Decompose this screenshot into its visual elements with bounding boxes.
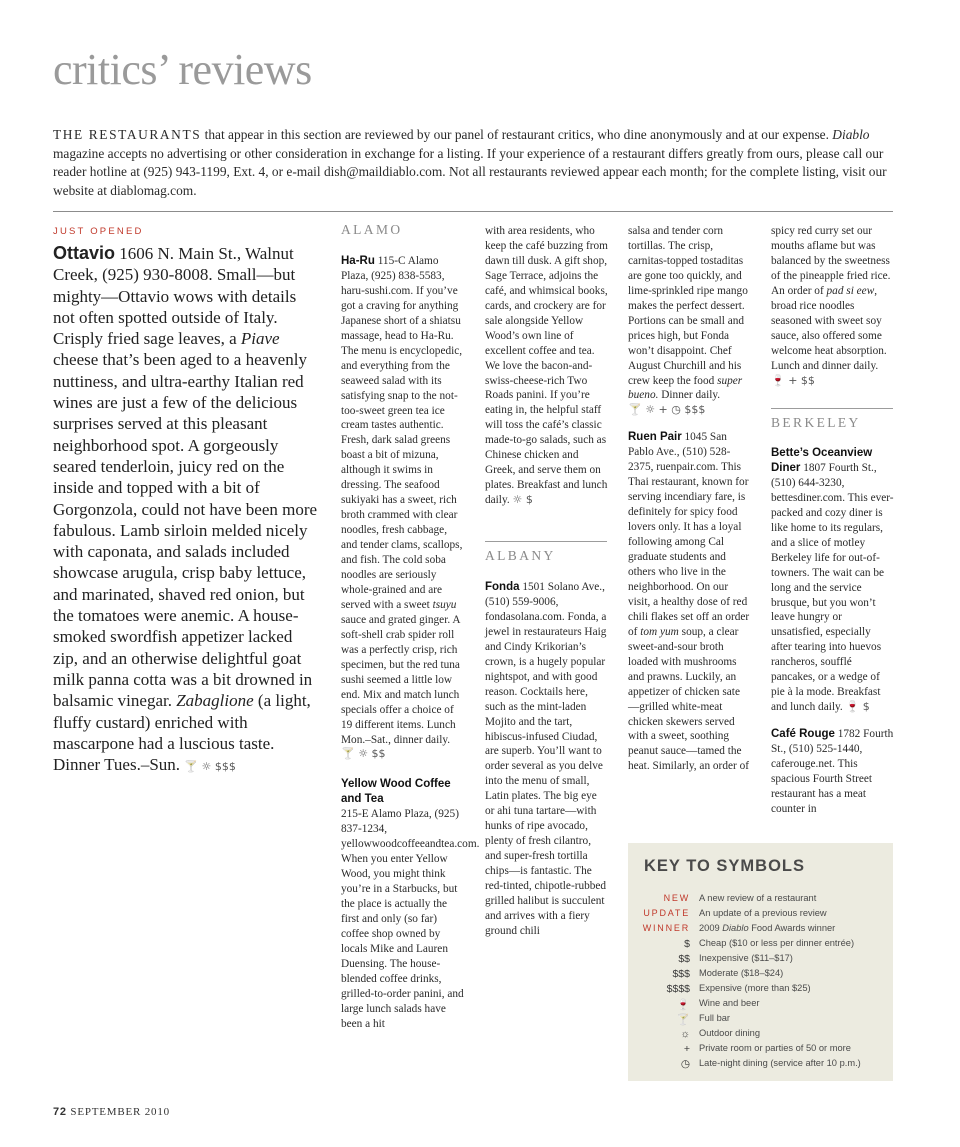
page-title: critics’ reviews [53,45,312,94]
sun-icon: ☼ [680,1028,690,1040]
column-4 [628,224,751,774]
key-row-late-night [628,1058,893,1073]
review-text: sauce and grated ginger. A soft-shell crab spider roll was a perfectly crisp, rich specimen, but the red tuna sushi seemed a little low end. Mix and match lunch specials offer a choice of 19 different items. Lunch Mon.–Sat., dinner daily. [341,613,460,746]
restaurant-name-fonda: Fonda [485,581,520,593]
key-row-expensive [628,983,893,998]
review-italic: super bueno. [628,374,743,402]
review-bettes [771,446,894,715]
dollar-icon: $ [684,938,690,950]
review-text: with area residents, who keep the café buzzing from dawn till dusk. A gift shop, Sage Terrace, adjoins the café, and whimsical books, cards, and crockery are for sale alongside Yellow Wood’s own line of excellent coffee and tea. We love the bacon-and-swiss-cheese-rich Two Roads panini. If you’re eating in, the helpful staff will toss the café’s classic made-to-go salads, such as Chinese chicken and Greek, and serve them on plates. Breakfast and lunch daily. [485,225,608,507]
column-2 [341,254,480,1032]
review-text: 1045 San Pablo Ave., (510) 528-2375, ruenpair.com. This Thai restaurant, known for serving incendiary fare, is definitely for spicy food lovers only. It has a loyal following among Cal graduate students and others who live in the neighborhood. On our visit, a healthy dose of red chili flakes set off an order of [628,431,750,638]
restaurant-name-bettes: Bette’s Oceanview Diner [771,447,873,474]
review-text: salsa and tender corn tortillas. The crisp, carnitas-topped tostaditas are gone too quickly, and lime-sprinkled ripe mango makes the perfect dessert. Portions can be small and prices high, but Fonda won’t disappoint. Chef August Churchill and his crew keep the food [628,225,748,387]
key-row-private-room [628,1043,893,1058]
review-symbols: ☼ $ [512,493,533,507]
key-desc: Inexpensive ($11–$17) [699,953,793,963]
key-desc: Moderate ($18–$24) [699,968,784,978]
key-desc: An update of a previous review [699,908,827,918]
review-symbols: 🍸 ☼ $$ [341,747,386,761]
review-ha-ru [341,254,464,762]
featured-text-2: cheese that’s been aged to a heavenly nuttiness, and ultra-earthy Italian red wines are just a few of the delicious surprises served at this pleasant neighborhood spot. A gorgeously seared tenderloin, juicy red on the inside and topped with a bit of Gorgonzola, could not have been more fabulous. Lamb sirloin melded nicely with caponata, and salads included showcase arugula, crisp baby lettuce, and marinated, shaved red onion, but the tomatoes were anemic. A house-smoked swordfish appetizer lacked zip, and an otherwise delightful goat milk panna cotta was a bit drowned in balsamic vinegar. [53,350,318,711]
key-row-full-bar [628,1013,893,1028]
review-ruen-pair-continued [771,224,894,388]
dollar-icon: $$ [678,953,690,965]
restaurant-name-ruen-pair: Ruen Pair [628,431,682,444]
review-fonda [485,580,608,939]
review-symbols: 🍷 $ [845,700,870,714]
review-text: spicy red curry set our mouths aflame but was balanced by the sweetness of the pineapple fried rice. An order of [771,225,891,297]
dollar-icon: $$$$ [666,983,690,995]
key-row-cheap [628,938,893,953]
key-desc: Full bar [699,1013,731,1023]
review-text: 1501 Solano Ave., (510) 559-9006, fondasolana.com. Fonda, a jewel in restaurateurs Haig and Cindy Krikorian’s crown, is a hugely popular nightspot, and with good reason. Cocktails here, such as the mint-laden Mojito and the tart, hibiscus-infused Ciudad, are superb. You’ll want to order several as you delve into the menu of small, Latin plates. The big eye or ahi tuna tartare—with hunks of ripe avocado, plenty of fresh cilantro, and super-fresh tortilla chips—is fantastic. The red-tinted, chipotle-rubbed grilled halibut is succulent and arrives with a fiery ground chili [485,581,607,937]
key-title: KEY TO SYMBOLS [644,857,806,875]
key-desc: Cheap ($10 or less per dinner entrée) [699,938,855,948]
column-5 [771,224,894,388]
key-row-inexpensive [628,953,893,968]
restaurant-name-ha-ru: Ha-Ru [341,255,375,267]
column-3 [485,224,608,508]
just-opened-kicker: JUST OPENED [53,226,144,237]
section-divider [485,541,607,542]
review-fonda-continued [628,224,751,418]
key-icon-new: NEW [663,893,690,903]
column-5-lower [771,446,894,817]
review-text: 1807 Fourth St., (510) 644-3230, bettesdiner.com. This ever-packed and cozy diner is like home to its regulars, and a slice of motley Berkeley life for out-of-towners. The wait can be long and the service brusque, but you won’t leave hungry or unsatisfied, especially after tearing into huevos rancheros, soufflé pancakes, or a wedge of pie à la mode. Breakfast and lunch daily. [771,461,894,714]
review-cafe-rouge [771,727,894,817]
review-text: 115-C Alamo Plaza, (925) 838-5583, haru-sushi.com. If you’ve got a craving for anything Japanese short of a shiatsu massage, head to Ha-Ru. The menu is encyclopedic, and everything from the seaweed salad with its satisfying snap to the not-too-sweet green tea ice cream tastes authentic. Fresh, dark salad greens boast a bit of mizuna, although it swims in dressing. The seafood sukiyaki has a sweet, rich broth crammed with clear noodles, fresh cabbage, and tender clams, scallops, and fish. The cold soba noodles are seriously whole-grained and are served with a sweet [341,255,463,611]
key-row-new [628,893,893,908]
section-divider [771,408,893,409]
clock-icon: ◷ [680,1058,690,1070]
featured-italic-2: Zabaglione [176,691,254,711]
key-desc: Private room or parties of 50 or more [699,1043,851,1053]
key-row-wine-beer [628,998,893,1013]
key-row-outdoor [628,1028,893,1043]
key-desc: Late-night dining (service after 10 p.m.) [699,1058,861,1068]
review-yellow-wood [341,777,480,1031]
review-italic: tom yum [640,625,679,638]
review-symbols: 🍸 ☼ + ◷ $$$ [628,403,706,417]
plus-icon: + [683,1043,690,1055]
issue-date: SEPTEMBER 2010 [70,1106,170,1118]
wine-glass-icon: 🍷 [676,999,690,1011]
featured-text-3: (a light, fluffy custard) enriched with mascarpone had a luscious taste. Dinner Tues.–Sun. [53,691,311,775]
featured-italic-1: Piave [240,329,280,349]
review-italic: tsuyu [432,598,457,611]
review-text: Dinner daily. [658,389,721,402]
section-heading-berkeley: BERKELEY [771,415,861,430]
key-row-moderate [628,968,893,983]
page-number: 72 [53,1106,67,1118]
key-desc: 2009 Diablo Food Awards winner [699,923,836,933]
cocktail-glass-icon: 🍸 [676,1014,690,1026]
key-desc: Wine and beer [699,998,760,1008]
review-text: , broad rice noodles seasoned with sweet soy sauce, also offered some welcome heat absorption. Lunch and dinner daily. [771,284,887,372]
review-yellow-wood-continued [485,224,608,508]
intro-paragraph [53,126,893,200]
review-text: 215-E Alamo Plaza, (925) 837-1234, yellowwoodcoffeeandtea.com. When you enter Yellow Wood, you might think you’re in a Starbucks, but the place is actually the first and only (so far) coffee shop owned by locals Mike and Lauren Duensing. The house-blended coffee drinks, grilled-to-order panini, and large lunch salads have been a hit [341,808,480,1030]
restaurant-name-yellow-wood: Yellow Wood Coffee and Tea [341,778,451,806]
column-3-lower [485,580,608,939]
intro-lead: THE RESTAURANTS [53,127,202,142]
featured-symbols: 🍸 ☼ $$$ [184,760,236,774]
review-ruen-pair [628,430,751,774]
header-divider [53,211,893,212]
intro-text-1: that appear in this section are reviewed by our panel of restaurant critics, who dine anonymously and at our expense. [201,127,833,142]
key-icon-winner: WINNER [642,923,690,933]
section-heading-alamo: ALAMO [341,222,403,237]
intro-text-2: magazine accepts no advertising or other consideration in exchange for a listing. If your experience of a restaurant differs greatly from ours, please call our reader hotline at (925) 943-1199, Ext. 4, or e-mail dish@maildiablo.com. Not all restaurants reviewed appear each month; for the complete listing, visit our website at diablomag.com. [53,145,887,198]
review-italic: pad si eew [826,284,875,297]
featured-restaurant-name: Ottavio [53,243,116,263]
key-row-winner [628,923,893,938]
key-row-update [628,908,893,923]
section-heading-albany: ALBANY [485,548,556,563]
dollar-icon: $$$ [672,968,690,980]
key-desc: A new review of a restaurant [699,893,817,903]
intro-magazine-name: Diablo [832,127,870,142]
restaurant-name-cafe-rouge: Café Rouge [771,728,835,741]
page-footer [53,1106,170,1118]
review-text: soup, a clear sweet-and-sour broth loaded with mushrooms and prawns. Luckily, an appetizer of chicken sate—grilled white-meat chicken skewers served with a sweet, soothing peanut sauce—tamed the heat. Similarly, an order of [628,625,749,773]
featured-text-1: 1606 N. Main St., Walnut Creek, (925) 930-8008. Small—but mighty—Ottavio wows with details not often spotted outside of Italy. Crisply fried sage leaves, a [53,244,297,349]
key-desc: Outdoor dining [699,1028,760,1038]
review-text: 1782 Fourth St., (510) 525-1440, caferouge.net. This spacious Fourth Street restaurant has a meat counter in [771,728,894,815]
key-icon-update: UPDATE [643,908,690,918]
key-desc: Expensive (more than $25) [699,983,811,993]
featured-review [53,243,318,777]
key-to-symbols-box [628,843,893,1081]
review-symbols: 🍷 + $$ [771,373,815,387]
